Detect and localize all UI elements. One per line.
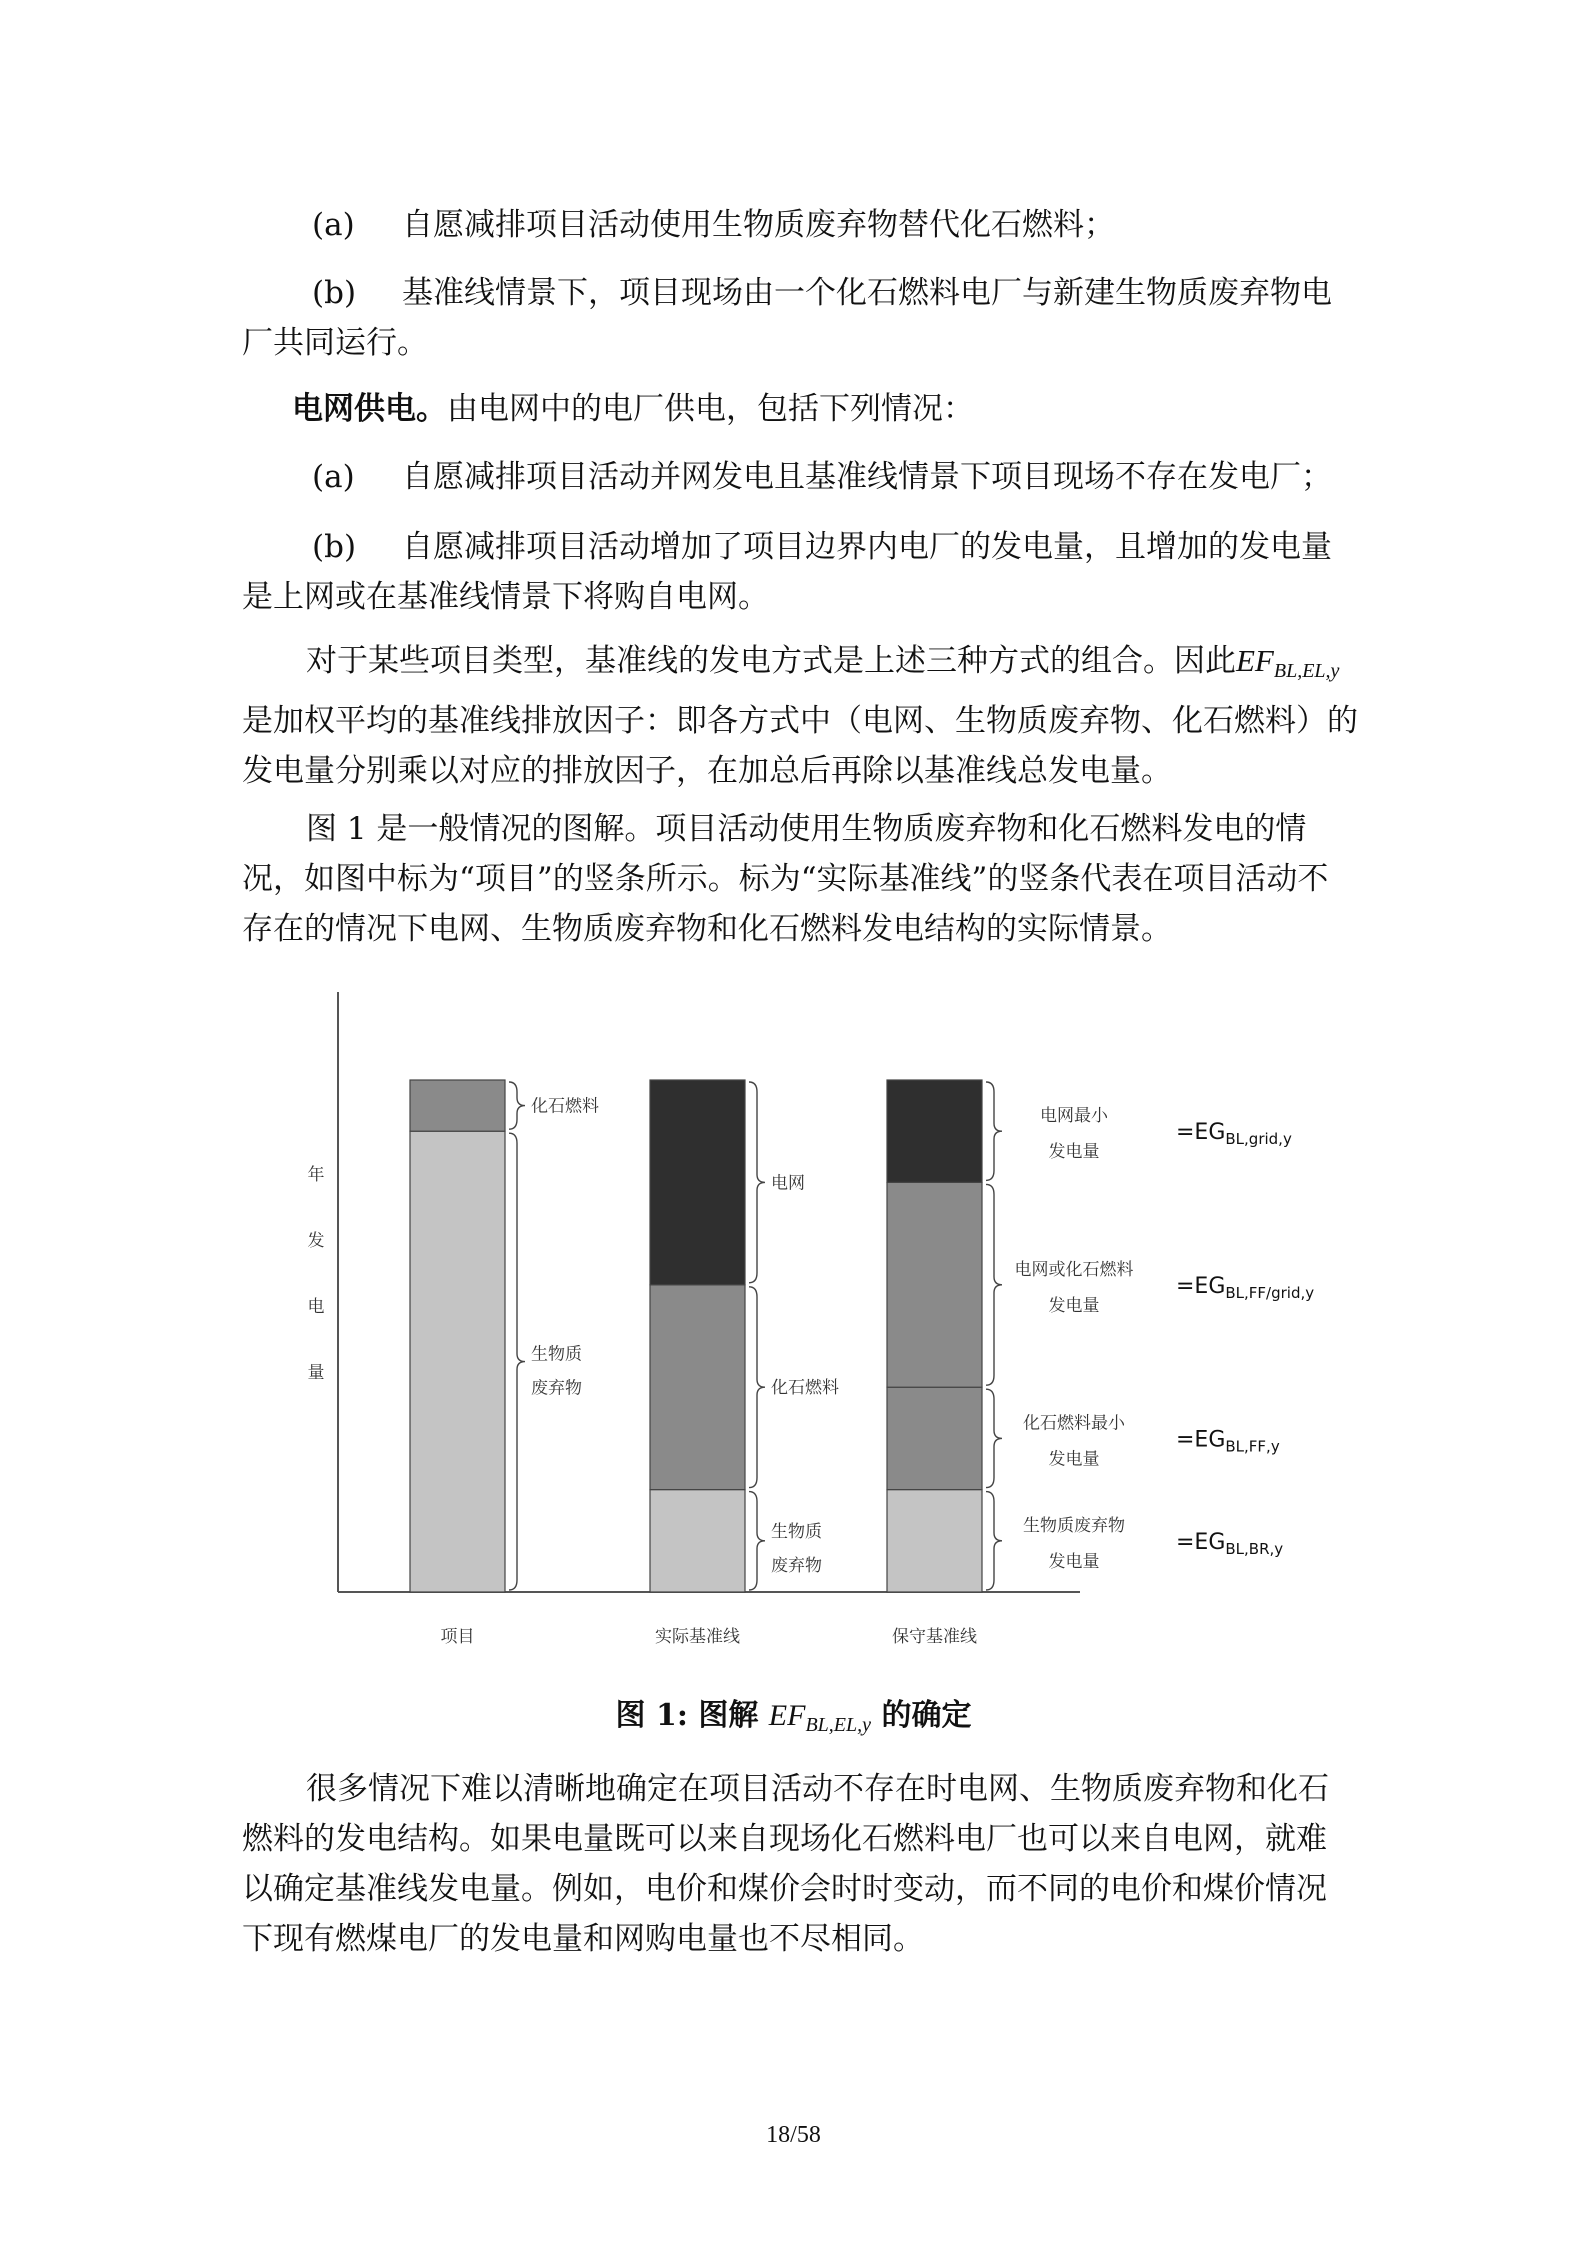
paragraph-5: [242, 522, 1332, 622]
equation-subscript: BL,grid,y: [1225, 1130, 1292, 1149]
segment-label: 废弃物: [771, 1555, 822, 1576]
figure-1-chart: [300, 980, 1315, 1660]
segment-brace: [986, 1082, 1002, 1180]
x-tick-label: 实际基准线: [655, 1627, 740, 1647]
segment-label: 发电量: [1048, 1295, 1100, 1316]
y-axis-label-char: 年: [307, 1165, 325, 1185]
bar-segment: [650, 1285, 745, 1490]
segment-label: 电网: [771, 1173, 805, 1194]
segment-label: 电网最小: [1040, 1106, 1108, 1127]
paragraph-3: [242, 384, 1362, 434]
segment-brace: [986, 1389, 1002, 1487]
bar-segment: [887, 1080, 982, 1182]
segment-label: 发电量: [1048, 1142, 1100, 1163]
equation-subscript: BL,FF,y: [1225, 1437, 1280, 1456]
segment-label: 发电量: [1048, 1449, 1100, 1470]
segment-brace: [986, 1184, 1002, 1385]
paragraph-text: 基准线情景下，项目现场由一个化石燃料电厂与新建生物质废弃物电厂共同运行。: [242, 275, 1332, 361]
bold-heading: 电网供电。: [292, 391, 447, 427]
segment-brace: [509, 1082, 525, 1129]
bar-segment: [650, 1490, 745, 1592]
segment-equation: [1176, 1120, 1292, 1148]
equation-main: =EG: [1176, 1529, 1226, 1555]
figure-caption: [0, 1690, 1587, 1737]
segment-label: 电网或化石燃料: [1014, 1259, 1134, 1280]
segment-brace: [509, 1133, 525, 1590]
segment-label: 生物质: [531, 1344, 582, 1365]
paragraph-text: 是加权平均的基准线排放因子：即各方式中（电网、生物质废弃物、化石燃料）的发电量分别乘以对应的排放因子，在加总后再除以基准线总发电量。: [242, 703, 1358, 789]
equation-main: =EG: [1176, 1427, 1226, 1453]
x-tick-label: 保守基准线: [892, 1627, 977, 1647]
bar-segment: [410, 1080, 505, 1131]
caption-suffix: 的确定: [871, 1698, 972, 1733]
segment-brace: [749, 1287, 765, 1488]
segment-label: 发电量: [1048, 1551, 1100, 1572]
segment-label: 化石燃料: [531, 1096, 599, 1117]
segment-label: 生物质废弃物: [1023, 1515, 1125, 1536]
chart-bars: [410, 1080, 982, 1647]
paragraph-text: 自愿减排项目活动增加了项目边界内电厂的发电量，且增加的发电量是上网或在基准线情景下将购自电网。: [242, 529, 1332, 615]
paragraph-text: 自愿减排项目活动使用生物质废弃物替代化石燃料；: [402, 207, 1115, 243]
page-number: 18/58: [766, 2122, 821, 2148]
segment-equation: [1176, 1530, 1283, 1558]
segment-label: 化石燃料最小: [1023, 1413, 1125, 1434]
paragraph-text: 由电网中的电厂供电，包括下列情况：: [447, 391, 974, 427]
item-label: (a): [312, 459, 355, 495]
item-label: (b): [312, 275, 357, 311]
paragraph-6: [242, 636, 1362, 796]
paragraph-2: [242, 268, 1332, 368]
segment-brace: [749, 1082, 765, 1283]
paragraph-8: [242, 1764, 1332, 1964]
paragraph-text: 图 1 是一般情况的图解。项目活动使用生物质废弃物和化石燃料发电的情况，如图中标为“项目”的竖条所示。标为“实际基准线”的竖条代表在项目活动不存在的情况下电网、生物质废弃物和化石燃料发电结构的实际情景。: [242, 811, 1329, 947]
ef-subscript: BL,EL,y: [1273, 660, 1340, 682]
y-axis-label-char: 量: [307, 1363, 325, 1383]
segment-label: 废弃物: [531, 1378, 582, 1399]
paragraph-4: [242, 452, 1362, 502]
bar-segment: [887, 1490, 982, 1592]
segment-label: 化石燃料: [771, 1378, 839, 1399]
equation-main: =EG: [1176, 1273, 1226, 1299]
equation-subscript: BL,FF/grid,y: [1225, 1283, 1315, 1302]
segment-label: 生物质: [771, 1521, 822, 1542]
paragraph-text: 自愿减排项目活动并网发电且基准线情景下项目现场不存在发电厂；: [402, 459, 1332, 495]
caption-prefix: 图 1: 图解: [615, 1698, 769, 1733]
paragraph-1: [242, 200, 1362, 250]
ef-symbol: EF: [1236, 643, 1274, 678]
bar-segment: [650, 1080, 745, 1285]
caption-ef-subscript: BL,EL,y: [805, 1714, 872, 1736]
equation-main: =EG: [1176, 1120, 1226, 1146]
y-axis-label-char: 发: [307, 1231, 325, 1251]
y-axis-label-char: 电: [307, 1297, 325, 1317]
bar-segment: [887, 1182, 982, 1387]
bar-segment: [887, 1387, 982, 1489]
item-label: (b): [312, 529, 357, 565]
paragraph-text: 对于某些项目类型，基准线的发电方式是上述三种方式的组合。因此: [306, 643, 1236, 679]
segment-brace: [986, 1492, 1002, 1590]
caption-ef-symbol: EF: [768, 1699, 806, 1732]
segment-equation: [1176, 1427, 1280, 1455]
paragraph-text: 很多情况下难以清晰地确定在项目活动不存在时电网、生物质废弃物和化石燃料的发电结构。如果电量既可以来自现场化石燃料电厂也可以来自电网，就难以确定基准线发电量。例如，电价和煤价会时时变动，而不同的电价和煤价情况下现有燃煤电厂的发电量和网购电量也不尽相同。: [242, 1771, 1329, 1957]
segment-brace: [749, 1492, 765, 1590]
equation-subscript: BL,BR,y: [1225, 1539, 1284, 1558]
segment-equation: [1176, 1274, 1314, 1302]
paragraph-7: [242, 804, 1332, 954]
x-tick-label: 项目: [440, 1627, 475, 1647]
item-label: (a): [312, 207, 355, 243]
bar-segment: [410, 1131, 505, 1592]
